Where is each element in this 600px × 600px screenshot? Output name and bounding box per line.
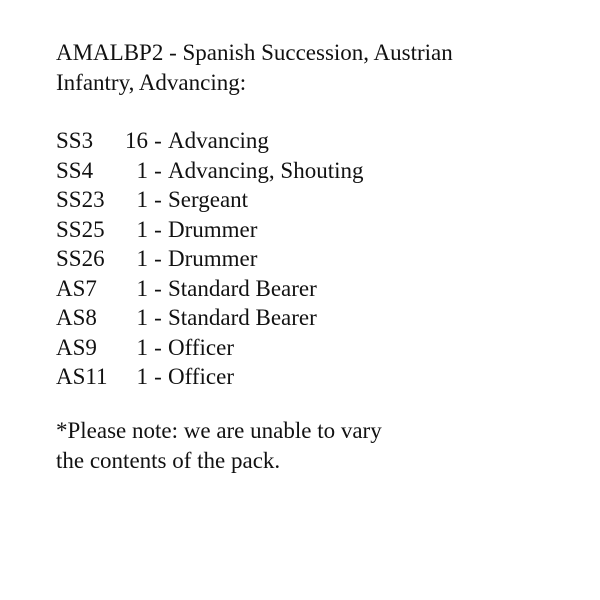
- list-item: [56, 156, 364, 186]
- item-quantity: 1: [136, 187, 148, 212]
- item-quantity: 1: [136, 246, 148, 271]
- item-separator: -: [154, 187, 162, 212]
- item-code: AS7: [56, 275, 97, 301]
- item-quantity: 16: [125, 128, 148, 153]
- item-code: AS8: [56, 305, 97, 330]
- item-code: SS4: [56, 157, 94, 183]
- item-quantity: 1: [136, 334, 148, 360]
- item-separator: -: [154, 364, 162, 389]
- item-description: Advancing: [168, 128, 269, 153]
- pack-note-line-2: the contents of the pack.: [56, 448, 281, 473]
- item-separator: -: [154, 305, 162, 330]
- list-item: [56, 362, 364, 392]
- pack-title-line-1: AMALBP2 - Spanish Succession, Austrian: [56, 40, 453, 65]
- item-separator: -: [154, 246, 162, 271]
- pack-note: [56, 416, 576, 476]
- pack-contents-list: [56, 126, 364, 392]
- item-quantity: 1: [136, 157, 148, 183]
- item-description: Sergeant: [168, 187, 249, 212]
- item-code: AS9: [56, 334, 97, 360]
- list-item: [56, 126, 364, 156]
- item-code: SS3: [56, 128, 94, 153]
- item-description: Officer: [168, 334, 234, 360]
- item-description: Drummer: [168, 246, 258, 271]
- list-item: [56, 274, 364, 304]
- item-quantity: 1: [136, 364, 148, 389]
- item-description: Advancing, Shouting: [168, 157, 364, 183]
- list-item: [56, 333, 364, 363]
- item-separator: -: [154, 216, 162, 242]
- item-description: Standard Bearer: [168, 305, 317, 330]
- list-item: [56, 215, 364, 245]
- list-item: [56, 303, 364, 333]
- pack-title: [56, 38, 576, 98]
- item-quantity: 1: [136, 275, 148, 301]
- item-quantity: 1: [136, 305, 148, 330]
- list-item: [56, 244, 364, 274]
- item-code: SS26: [56, 246, 105, 271]
- item-separator: -: [154, 275, 162, 301]
- item-code: SS25: [56, 216, 105, 242]
- item-code: AS11: [56, 364, 108, 389]
- item-separator: -: [154, 157, 162, 183]
- list-item: [56, 185, 364, 215]
- item-description: Drummer: [168, 216, 258, 242]
- pack-note-line-1: *Please note: we are unable to vary: [56, 418, 382, 443]
- item-description: Officer: [168, 364, 234, 389]
- item-separator: -: [154, 334, 162, 360]
- item-quantity: 1: [136, 216, 148, 242]
- item-code: SS23: [56, 187, 105, 212]
- item-separator: -: [154, 128, 162, 153]
- pack-title-line-2: Infantry, Advancing:: [56, 70, 247, 95]
- item-description: Standard Bearer: [168, 275, 317, 301]
